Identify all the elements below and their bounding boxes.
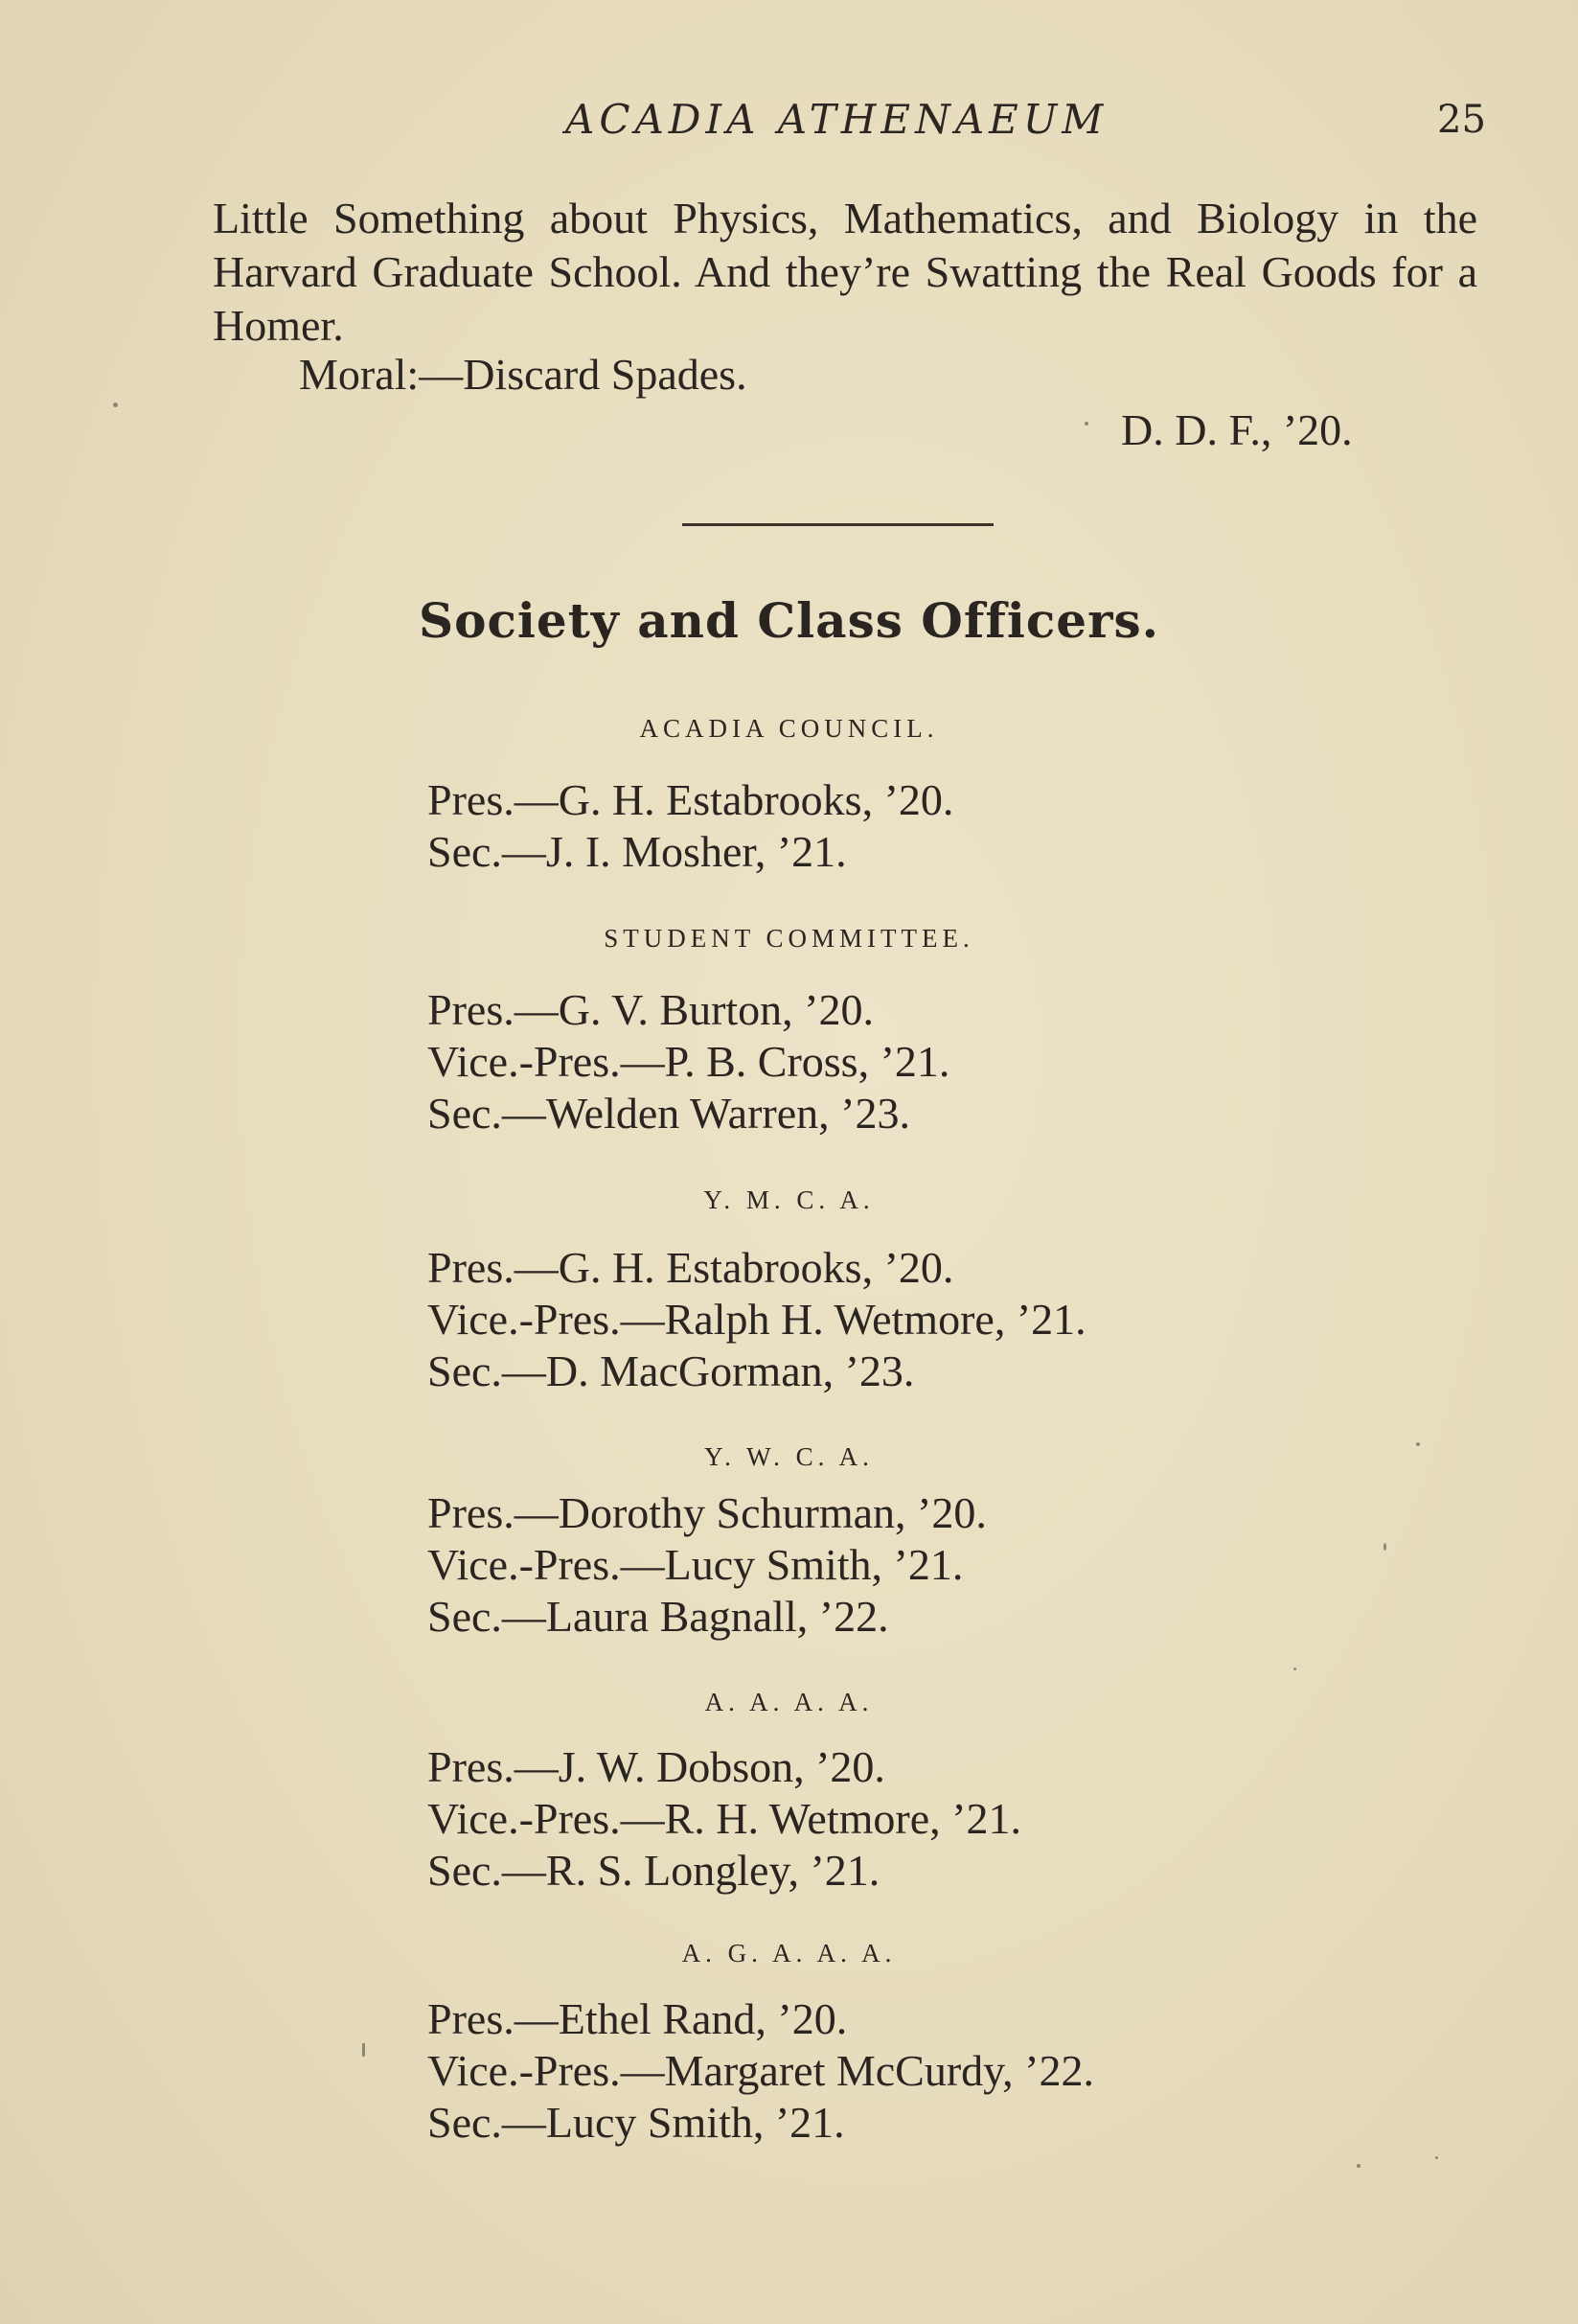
group-title-aaaa: A. A. A. A. — [704, 1688, 874, 1716]
officer-line: Pres.—Dorothy Schurman, ’20. — [427, 1488, 987, 1537]
officer-line: Pres.—J. W. Dobson, ’20. — [427, 1742, 885, 1791]
officer-list-ywca — [427, 1487, 987, 1643]
officer-line: Sec.—Welden Warren, ’23. — [427, 1089, 910, 1138]
continuation-paragraph — [213, 192, 1477, 353]
group-title-student-committee: STUDENT COMMITTEE. — [604, 924, 974, 953]
officer-line: Sec.—J. I. Mosher, ’21. — [427, 827, 847, 876]
section-divider — [682, 523, 994, 526]
group-title-ymca: Y. M. C. A. — [703, 1185, 875, 1214]
officer-line: Vice.-Pres.—R. H. Wetmore, ’21. — [427, 1794, 1021, 1843]
officer-list-agaaa — [427, 1993, 1094, 2149]
journal-title: ACADIA ATHENAEUM — [565, 96, 1109, 143]
paper-speck — [113, 403, 118, 407]
officer-line: Sec.—Laura Bagnall, ’22. — [427, 1592, 889, 1641]
officer-line: Sec.—R. S. Longley, ’21. — [427, 1846, 880, 1895]
officer-line: Pres.—G. H. Estabrooks, ’20. — [427, 1243, 954, 1292]
officer-line: Vice.-Pres.—Ralph H. Wetmore, ’21. — [427, 1295, 1086, 1344]
officer-line: Pres.—G. V. Burton, ’20. — [427, 985, 874, 1034]
page-number: 25 — [1437, 98, 1486, 142]
paper-speck — [1416, 1442, 1420, 1446]
officer-line: Sec.—Lucy Smith, ’21. — [427, 2098, 845, 2147]
officer-line: Vice.-Pres.—P. B. Cross, ’21. — [427, 1037, 950, 1086]
author-signature: D. D. F., ’20. — [1121, 405, 1353, 454]
running-head — [0, 96, 1578, 153]
officer-list-acadia-council — [427, 774, 953, 878]
paper-speck — [1085, 422, 1088, 426]
paper-speck — [1293, 1668, 1296, 1670]
officer-list-aaaa — [427, 1741, 1021, 1897]
officer-line: Sec.—D. MacGorman, ’23. — [427, 1346, 915, 1395]
officer-list-ymca — [427, 1242, 1086, 1397]
section-heading: Society and Class Officers. — [419, 592, 1159, 649]
officer-line: Vice.-Pres.—Margaret McCurdy, ’22. — [427, 2046, 1094, 2095]
paper-speck — [1435, 2156, 1438, 2159]
paper-speck — [362, 2043, 365, 2057]
officer-line: Pres.—Ethel Rand, ’20. — [427, 1994, 848, 2043]
group-title-ywca: Y. W. C. A. — [704, 1442, 874, 1471]
moral-line: Moral:—Discard Spades. — [299, 350, 747, 399]
paper-speck — [1384, 1543, 1386, 1551]
paragraph-text: Little Something about Physics, Mathematics, and Biology in the Harvard Graduate School. And they’re Swatting the Real Goods for a Homer. — [213, 194, 1477, 350]
paper-speck — [1357, 2164, 1361, 2168]
group-title-agaaa: A. G. A. A. A. — [681, 1939, 897, 1967]
officer-line: Vice.-Pres.—Lucy Smith, ’21. — [427, 1540, 964, 1589]
officer-list-student-committee — [427, 984, 949, 1139]
group-title-acadia-council: ACADIA COUNCIL. — [639, 714, 939, 743]
officer-line: Pres.—G. H. Estabrooks, ’20. — [427, 775, 954, 824]
